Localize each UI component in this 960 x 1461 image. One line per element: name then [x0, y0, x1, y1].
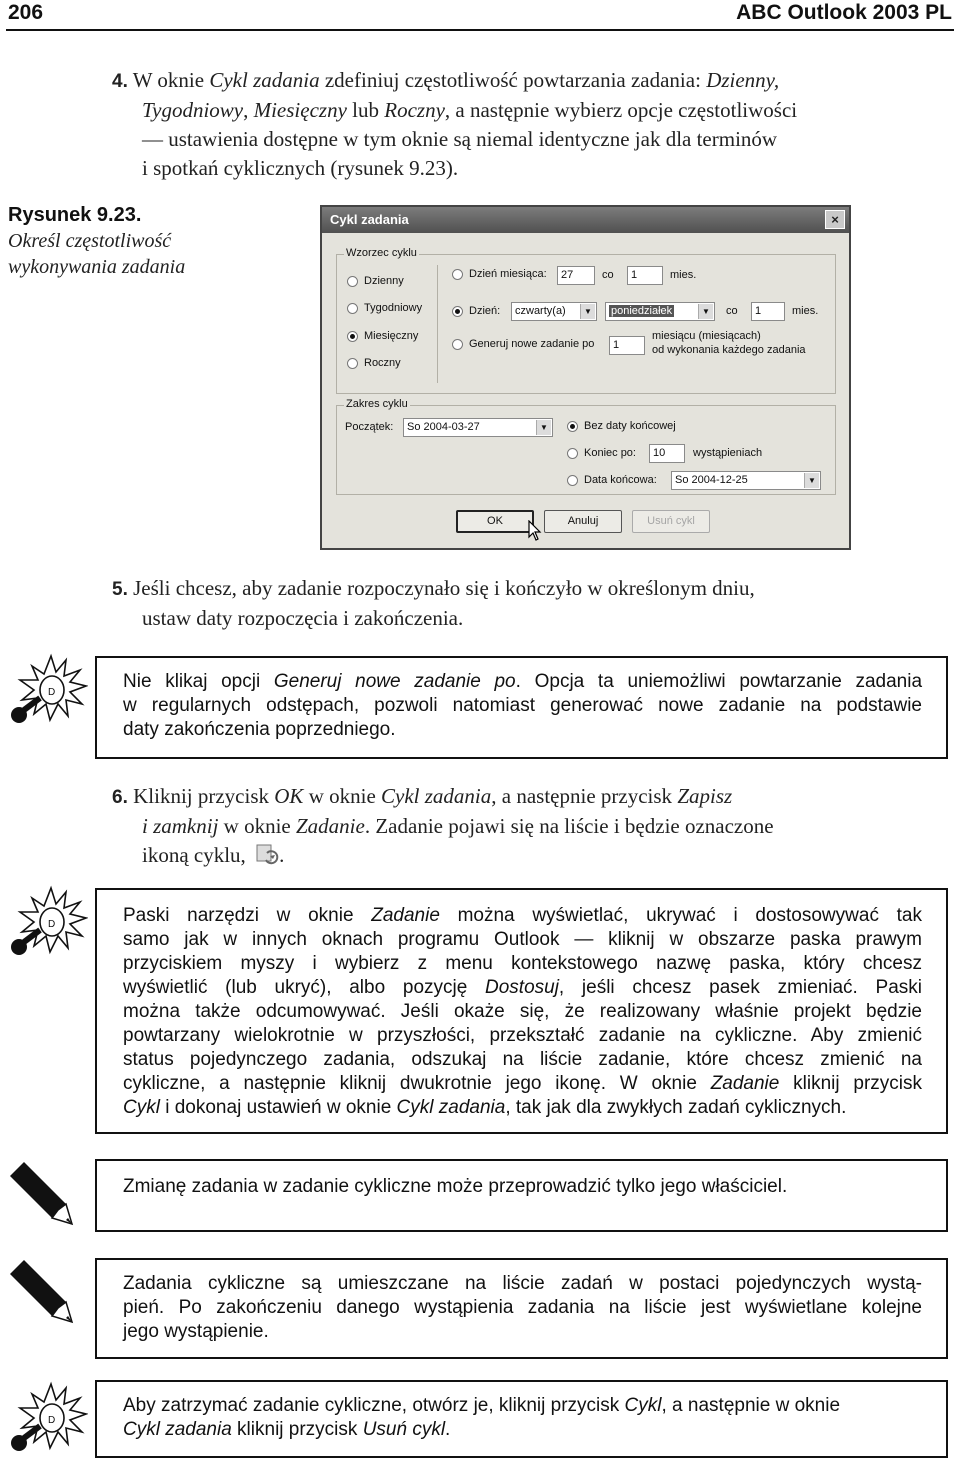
- chevron-down-icon[interactable]: ▼: [698, 304, 713, 319]
- pattern-group-label: Wzorzec cyklu: [346, 247, 417, 259]
- regenerate-unit-2: od wykonania każdego zadania: [652, 344, 806, 356]
- note-box-2: Zadania cykliczne są umieszczane na liście zadań w postaci pojedynczych wystą- pień. Po zakończeniu danego wystąpienia zadania na liście jest wyświetlane kolejne jego wystąpienie.: [95, 1258, 948, 1359]
- radio-checked-icon[interactable]: [347, 331, 358, 342]
- radio-icon[interactable]: [347, 276, 358, 287]
- header-rule: [6, 29, 954, 31]
- ordinal-select[interactable]: czwarty(a) ▼: [511, 302, 597, 321]
- opt-day[interactable]: Dzień:: [452, 305, 500, 317]
- step-number: 6.: [112, 787, 128, 808]
- occurrences-label: wystąpieniach: [693, 447, 763, 459]
- pattern-divider: [437, 265, 438, 383]
- end-by-date-select[interactable]: So 2004-12-25 ▼: [671, 471, 821, 490]
- pencil-note-icon: [6, 1258, 78, 1330]
- step-6: 6. Kliknij przycisk OK w oknie Cykl zadania, a następnie przycisk Zapisz i zamknij w oknie Zadanie. Zadanie pojawi się na liście i będzie oznaczone ikoną cyklu, .: [112, 784, 774, 867]
- radio-icon[interactable]: [567, 448, 578, 459]
- every-months-input-1[interactable]: 1: [627, 266, 663, 285]
- dialog-titlebar: [322, 207, 849, 233]
- chevron-down-icon[interactable]: ▼: [804, 473, 819, 488]
- freq-yearly[interactable]: Roczny: [347, 357, 401, 369]
- range-group-label: Zakres cyklu: [346, 398, 408, 410]
- mouse-cursor-icon: [528, 520, 542, 542]
- page-number: 206: [8, 1, 44, 24]
- recurrence-icon: [255, 843, 279, 865]
- close-icon[interactable]: ×: [825, 210, 845, 229]
- radio-icon[interactable]: [347, 303, 358, 314]
- radio-icon[interactable]: [452, 269, 463, 280]
- chevron-down-icon[interactable]: ▼: [580, 304, 595, 319]
- every-months-input-2[interactable]: 1: [751, 302, 785, 321]
- opt-regenerate[interactable]: Generuj nowe zadanie po: [452, 338, 594, 350]
- end-after-input[interactable]: 10: [649, 444, 685, 463]
- months-label-2: mies.: [792, 305, 819, 317]
- opt-end-by[interactable]: Data końcowa:: [567, 474, 657, 486]
- radio-checked-icon[interactable]: [452, 306, 463, 317]
- opt-end-after[interactable]: Koniec po:: [567, 447, 636, 459]
- chevron-down-icon[interactable]: ▼: [536, 420, 551, 435]
- step-5: 5. Jeśli chcesz, aby zadanie rozpoczynało się i kończyło w określonym dniu, ustaw daty rozpoczęcia i zakończenia.: [112, 576, 755, 630]
- months-label: mies.: [670, 269, 697, 281]
- remove-recurrence-button: Usuń cykl: [632, 510, 710, 533]
- ok-button[interactable]: OK: [456, 510, 534, 533]
- cancel-button[interactable]: Anuluj: [544, 510, 622, 533]
- start-label: Początek:: [345, 421, 394, 433]
- svg-text:D: D: [48, 919, 56, 930]
- weekday-select[interactable]: poniedziałek ▼: [605, 302, 715, 321]
- figure-number: Rysunek 9.23.: [8, 204, 142, 226]
- opt-day-of-month[interactable]: Dzień miesiąca:: [452, 268, 547, 280]
- tip-box-1: Nie klikaj opcji Generuj nowe zadanie po. Opcja ta uniemożliwi powtarzanie zadania w regularnych odstępach, pozwoli natomiast generować nowe zadanie na podstawie daty zakończenia poprzedniego.: [95, 656, 948, 759]
- radio-icon[interactable]: [347, 358, 358, 369]
- svg-text:D: D: [48, 1415, 56, 1426]
- pattern-group: [336, 247, 836, 394]
- book-title: ABC Outlook 2003 PL: [736, 1, 952, 24]
- regenerate-unit-1: miesiącu (miesiącach): [652, 330, 761, 342]
- tip-box-3: Aby zatrzymać zadanie cykliczne, otwórz je, kliknij przycisk Cykl, a następnie w oknie Cykl zadania kliknij przycisk Usuń cykl.: [95, 1380, 948, 1458]
- freq-monthly[interactable]: Miesięczny: [347, 330, 418, 342]
- radio-checked-icon[interactable]: [567, 421, 578, 432]
- svg-text:D: D: [48, 687, 56, 698]
- pencil-note-icon: [6, 1160, 78, 1232]
- dialog-title: Cykl zadania: [330, 212, 409, 227]
- lightbulb-tip-icon: [6, 1380, 88, 1456]
- step-number: 4.: [112, 71, 128, 92]
- recurrence-dialog: [320, 205, 851, 550]
- opt-no-end[interactable]: Bez daty końcowej: [567, 420, 676, 432]
- freq-weekly[interactable]: Tygodniowy: [347, 302, 422, 314]
- co-label: co: [602, 269, 614, 281]
- co-label-2: co: [726, 305, 738, 317]
- figure-caption: Określ częstotliwość wykonywania zadania: [8, 230, 186, 278]
- lightbulb-tip-icon: [6, 884, 88, 960]
- step-4: 4. W oknie Cykl zadania zdefiniuj częstotliwość powtarzania zadania: Dzienny, Tygodniowy, Miesięczny lub Roczny, a następnie wybierz opcje częstotliwości — ustawienia dostępne w tym oknie są niemal identyczne jak dla terminów i spotkań cyklicznych (rysunek 9.23).: [112, 68, 798, 180]
- lightbulb-tip-icon: [6, 652, 88, 728]
- freq-daily[interactable]: Dzienny: [347, 275, 404, 287]
- day-of-month-input[interactable]: 27: [557, 266, 595, 285]
- radio-icon[interactable]: [567, 475, 578, 486]
- start-date-select[interactable]: So 2004-03-27 ▼: [403, 418, 553, 437]
- tip-box-2: Paski narzędzi w oknie Zadanie można wyświetlać, ukrywać i dostosowywać tak samo jak w innych oknach programu Outlook — kliknij w obszarze paska prawym przyciskiem myszy i wybierz z menu kontekstowego nazwę paska, który chcesz wyświetlić (lub ukryć), albo pozycję Dostosuj, jeśli chcesz pasek zmieniać. Paski można także odcumowywać. Jeśli okaże się, że realizowany właśnie projekt będzie powtarzany wielokrotnie w przyszłości, przekształć zadanie na cykliczne. Aby zmienić status pojedynczego zadania, odszukaj na liście zadanie, które chcesz zmienić na cykliczne, a następnie kliknij dwukrotnie jego ikonę. W oknie Zadanie kliknij przycisk Cykl i dokonaj ustawień w oknie Cykl zadania, tak jak dla zwykłych zadań cyklicznych.: [95, 888, 948, 1134]
- regenerate-input[interactable]: 1: [609, 336, 645, 355]
- note-box-1: Zmianę zadania w zadanie cykliczne może przeprowadzić tylko jego właściciel.: [95, 1159, 948, 1232]
- range-group: [336, 398, 836, 495]
- step-number: 5.: [112, 579, 128, 600]
- radio-icon[interactable]: [452, 339, 463, 350]
